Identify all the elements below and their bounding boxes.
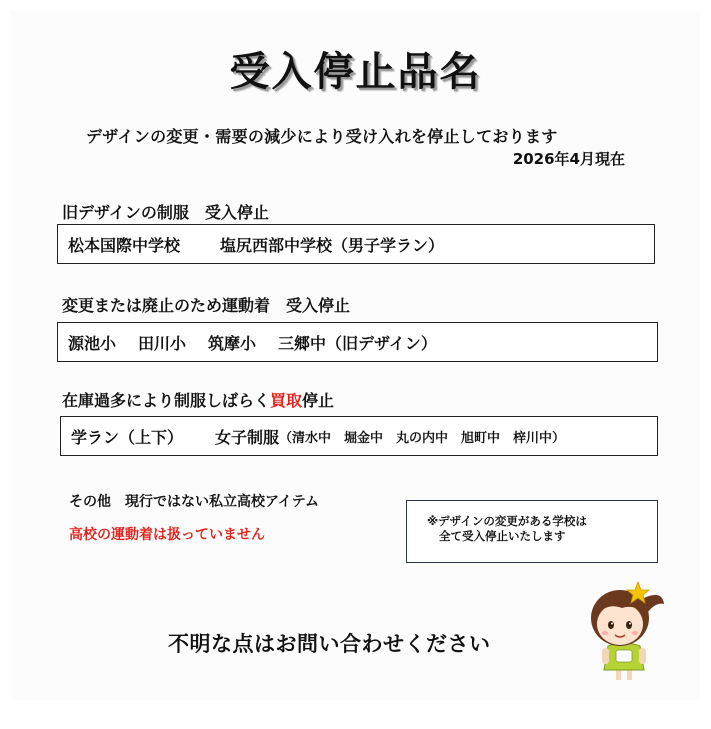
- section-heading-old-design: 旧デザインの制服 受入停止: [62, 203, 269, 222]
- subtitle: デザインの変更・需要の減少により受け入れを停止しております: [86, 127, 558, 146]
- list-item: 女子制服: [215, 427, 280, 447]
- heading-highlight: 買取: [270, 391, 303, 410]
- section-box-old-design: [57, 224, 655, 264]
- school-list: （清水中 堀金中 丸の内中 旭町中 梓川中）: [279, 430, 566, 446]
- other-items-text: その他 現行ではない私立高校アイテム: [69, 494, 320, 510]
- list-item: 学ラン（上下）: [71, 427, 184, 447]
- list-item: 松本国際中学校: [68, 235, 181, 255]
- page-title: 受入停止品名: [229, 49, 482, 95]
- heading-text: 停止: [302, 391, 335, 410]
- list-item: 塩尻西部中学校（男子学ラン）: [220, 235, 445, 255]
- note-box: [406, 500, 658, 563]
- list-item: 田川小: [138, 333, 187, 353]
- date-label: 2026年4月現在: [512, 150, 625, 168]
- section-box-purchase-stop: [60, 416, 658, 456]
- section-box-gym-wear: [57, 322, 658, 362]
- contact-message: 不明な点はお問い合わせください: [168, 632, 491, 656]
- heading-text: 在庫過多により制服しばらく: [62, 391, 271, 410]
- girl-mascot-icon: [578, 578, 674, 684]
- note-line: ※デザインの変更がある学校は: [427, 514, 587, 528]
- list-item: 三郷中（旧デザイン）: [278, 333, 437, 353]
- note-line: 全て受入停止いたします: [439, 529, 566, 543]
- warning-text: 高校の運動着は扱っていません: [69, 527, 265, 543]
- section-heading-gym-wear: 変更または廃止のため運動着 受入停止: [62, 296, 351, 315]
- list-item: 筑摩小: [208, 333, 257, 353]
- list-item: 源池小: [68, 333, 117, 353]
- section-heading-purchase-stop: [62, 388, 334, 411]
